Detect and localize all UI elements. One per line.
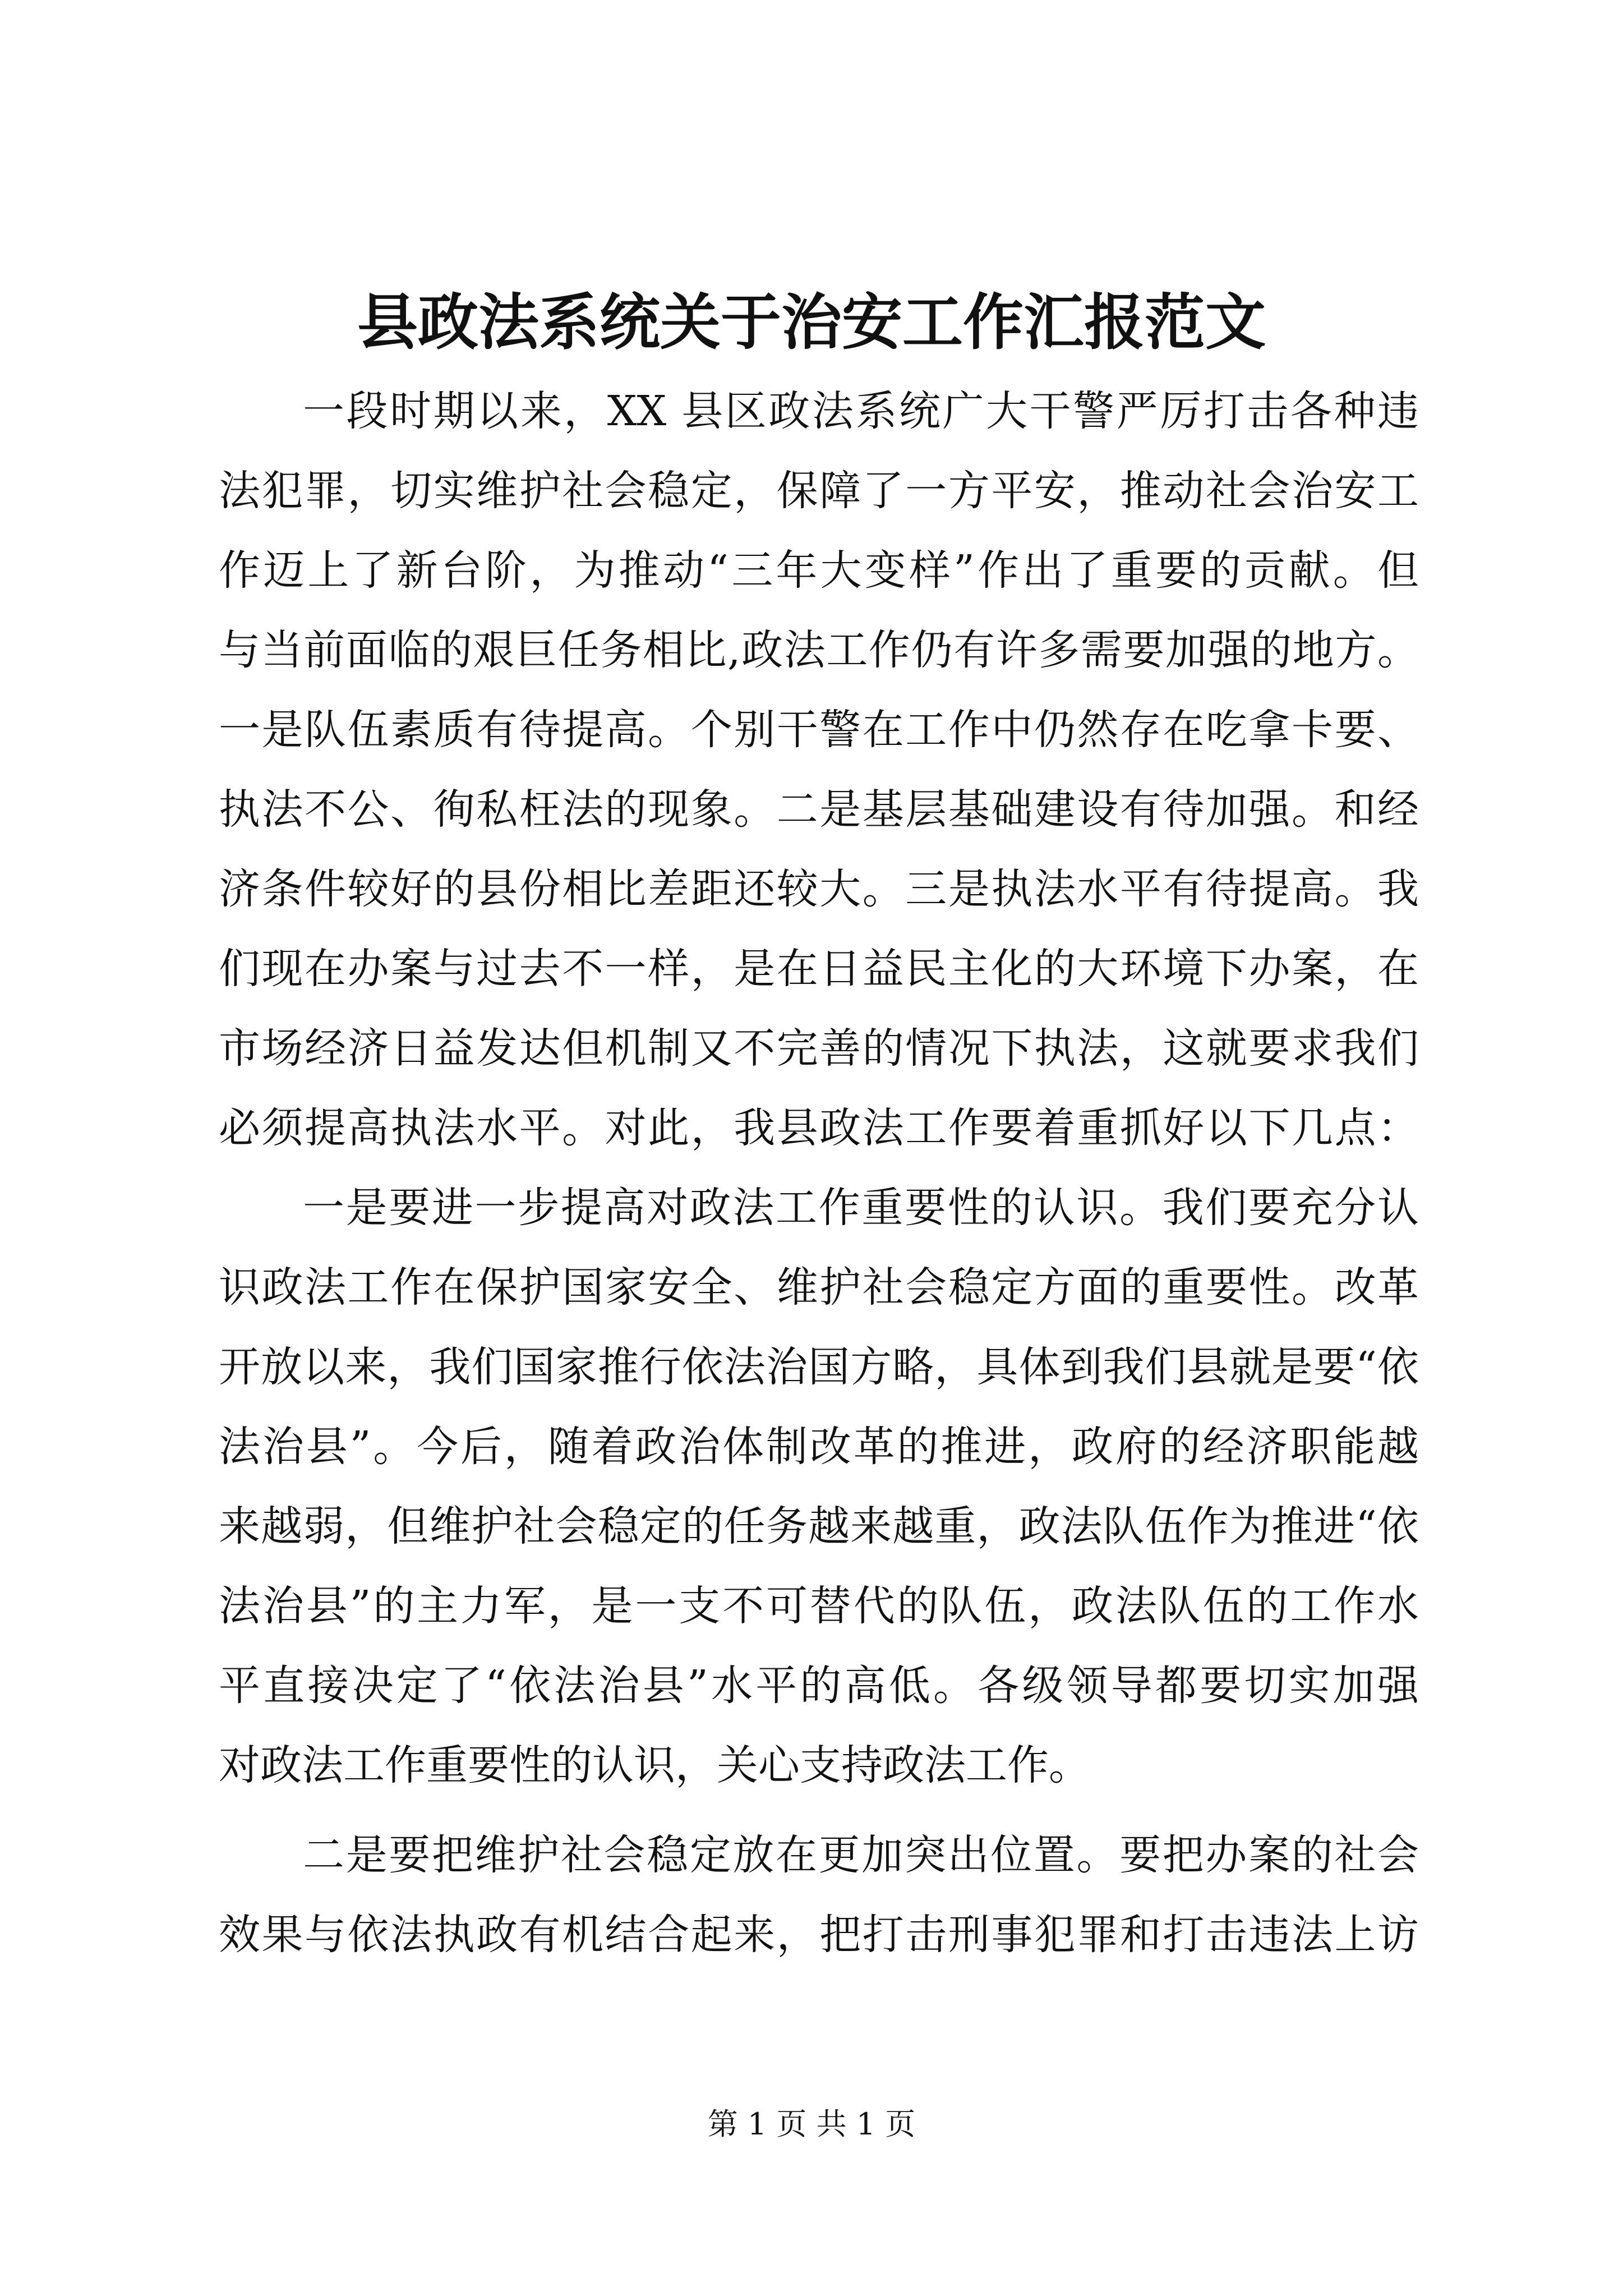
- page-footer: 第 1 页 共 1 页: [707, 2106, 916, 2142]
- paragraph-2-line-2: 识政法工作在保护国家安全、维护社会稳定方面的重要性。改革: [219, 1263, 1419, 1312]
- document-body: [219, 371, 1419, 1975]
- paragraph-1-line-4: 与当前面临的艰巨任务相比,政法工作仍有许多需要加强的地方。: [219, 626, 1419, 674]
- paragraph-1-line-7: 济条件较好的县份相比差距还较大。三是执法水平有待提高。我: [219, 865, 1419, 913]
- document-title: 县政法系统关于治安工作汇报范文: [357, 287, 1266, 358]
- paragraph-1-line-5: 一是队伍素质有待提高。个别干警在工作中仍然存在吃拿卡要、: [219, 706, 1419, 754]
- paragraph-2-line-1: 一是要进一步提高对政法工作重要性的认识。我们要充分认: [303, 1184, 1419, 1232]
- paragraph-1-line-6: 执法不公、徇私枉法的现象。二是基层基础建设有待加强。和经: [219, 785, 1419, 834]
- paragraph-2-line-3: 开放以来，我们国家推行依法治国方略，具体到我们县就是要“依: [219, 1343, 1419, 1391]
- paragraph-2-line-5: 来越弱，但维护社会稳定的任务越来越重，政法队伍作为推进“依: [219, 1502, 1419, 1550]
- paragraph-2-line-4: 法治县”。今后，随着政治体制改革的推进，政府的经济职能越: [219, 1423, 1419, 1471]
- paragraph-2-line-8: 对政法工作重要性的认识，关心支持政法工作。: [219, 1741, 1090, 1789]
- paragraph-1-line-1: 一段时期以来，XX 县区政法系统广大干警严厉打击各种违: [303, 387, 1419, 435]
- paragraph-1-line-8: 们现在办案与过去不一样，是在日益民主化的大环境下办案，在: [219, 945, 1419, 993]
- paragraph-2-line-7: 平直接决定了“依法治县”水平的高低。各级领导都要切实加强: [219, 1662, 1419, 1710]
- paragraph-gap: [219, 1805, 1419, 1815]
- paragraph-1-line-3: 作迈上了新台阶，为推动“三年大变样”作出了重要的贡献。但: [219, 546, 1419, 595]
- paragraph-3-line-1: 二是要把维护社会稳定放在更加突出位置。要把办案的社会: [303, 1831, 1419, 1879]
- paragraph-1-line-9: 市场经济日益发达但机制又不完善的情况下执法，这就要求我们: [219, 1024, 1419, 1073]
- paragraph-2-line-6: 法治县”的主力军，是一支不可替代的队伍，政法队伍的工作水: [219, 1582, 1419, 1630]
- paragraph-1-line-2: 法犯罪，切实维护社会稳定，保障了一方平安，推动社会治安工: [219, 467, 1419, 515]
- paragraph-1-line-10: 必须提高执法水平。对此，我县政法工作要着重抓好以下几点：: [219, 1104, 1419, 1152]
- paragraph-3-line-2: 效果与依法执政有机结合起来，把打击刑事犯罪和打击违法上访: [219, 1911, 1419, 1959]
